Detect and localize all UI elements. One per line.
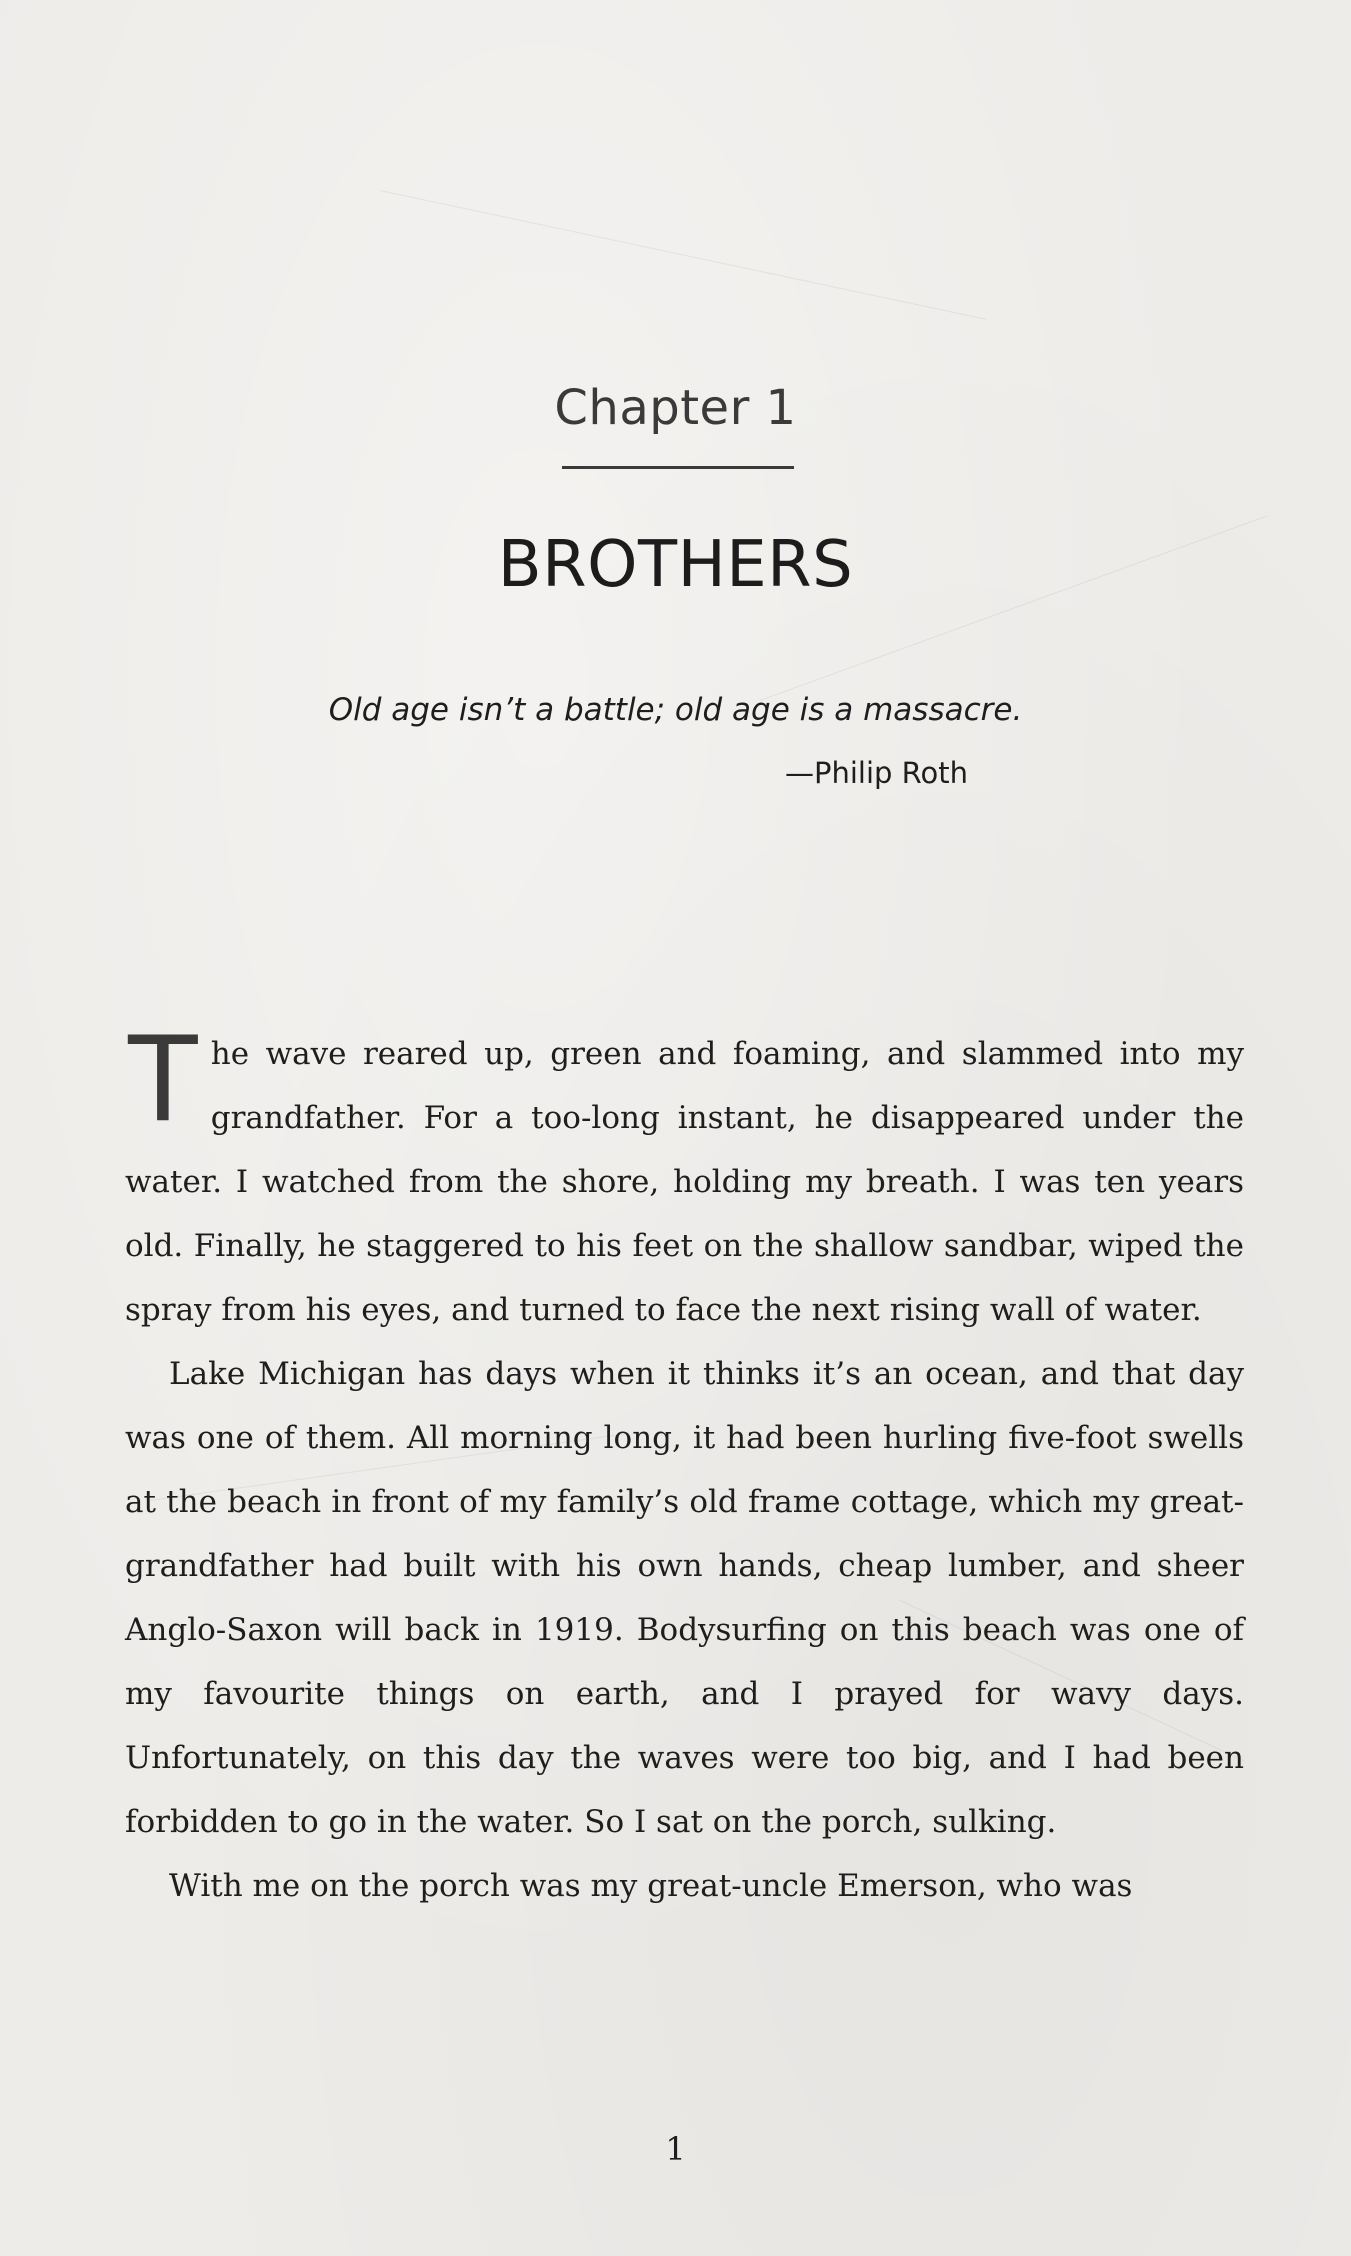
page-number: 1: [665, 2130, 686, 2168]
paragraph: Lake Michigan has days when it thinks it’s an ocean, and that day was one of them. All morning long, it had been hurling five-foot swells at the beach in front of my family’s old frame cottage, which my great-grandfather had built with his own hands, cheap lumber, and sheer Anglo-Saxon will back in 1919. Bodysurfing on this beach was one of my favourite things on earth, and I prayed for wavy days. Unfortunately, on this day the waves were too big, and I had been forbidden to go in the water. So I sat on the porch, sulking.: [125, 1356, 1244, 1840]
chapter-title: BROTHERS: [497, 528, 854, 602]
paragraph: [125, 1009, 1244, 1342]
paragraph-text: he wave reared up, green and foaming, and slammed into my grandfather. For a too-long instant, he disappeared under the water. I watched from the shore, holding my breath. I was ten years old. Finally, he staggered to his feet on the shallow sandbar, wiped the spray from his eyes, and turned to face the next rising wall of water.: [125, 1036, 1244, 1328]
paragraph: With me on the porch was my great-uncle Emerson, who was: [169, 1868, 1133, 1904]
epigraph-attribution: —Philip Roth: [784, 756, 968, 790]
epigraph-quote: Old age isn’t a battle; old age is a massacre.: [328, 692, 1023, 728]
drop-cap: T: [125, 1009, 201, 1147]
paper-scratch: [380, 190, 987, 320]
chapter-label: Chapter 1: [554, 380, 797, 436]
body-text: [125, 1009, 1244, 1918]
chapter-divider: [562, 466, 794, 469]
